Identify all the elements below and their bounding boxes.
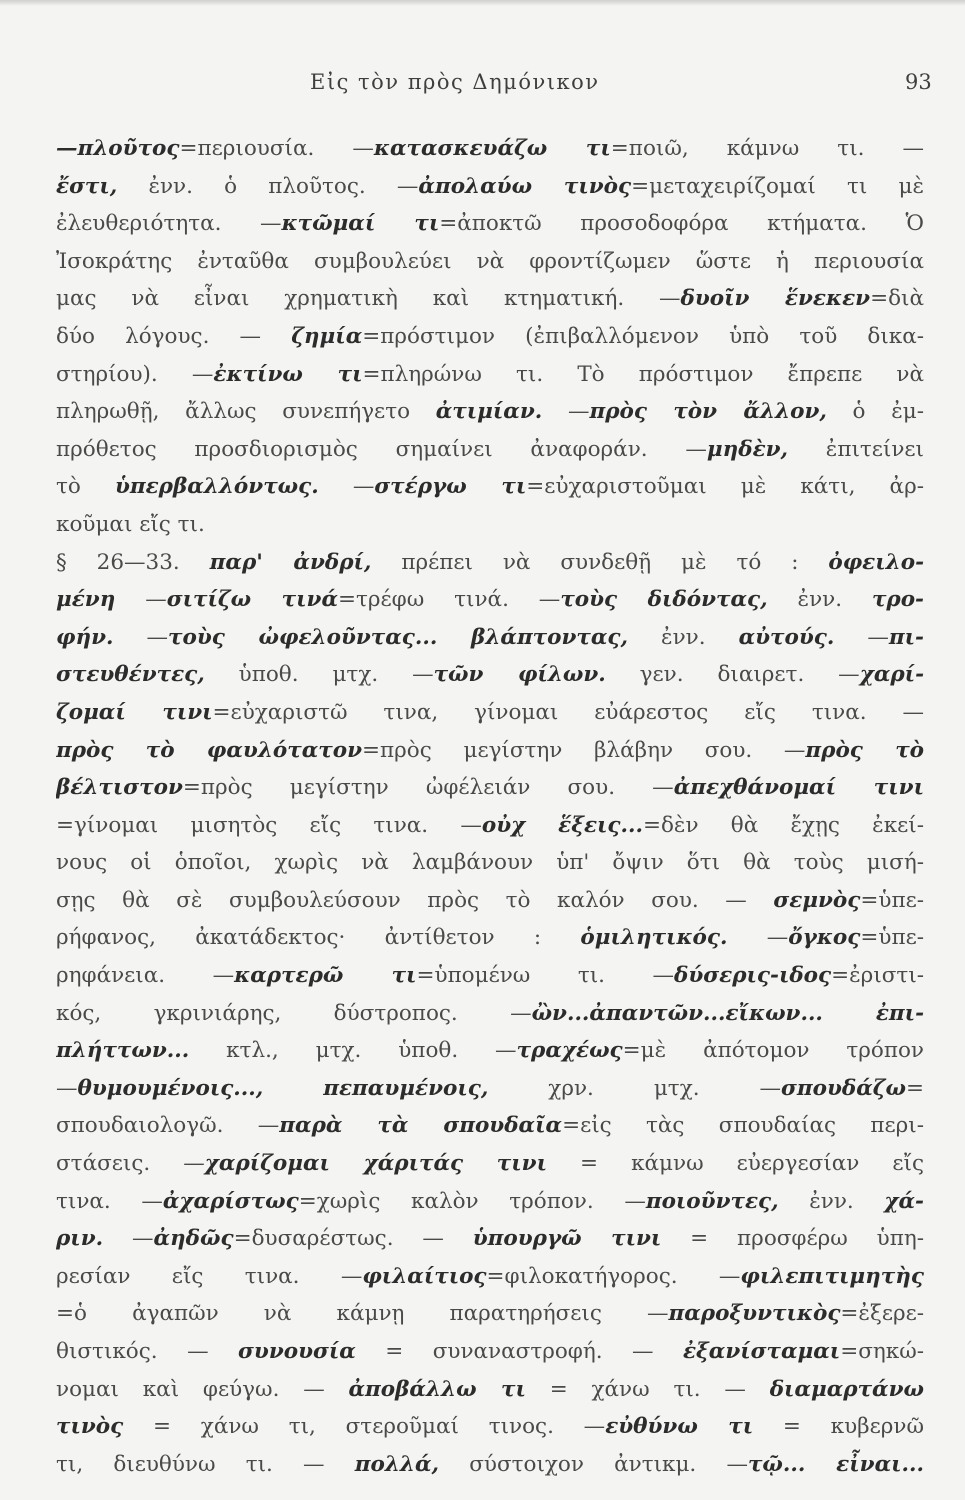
- lemma-term: πρὸς τὸν ἄλλον,: [589, 399, 827, 425]
- gloss-text: =πρὸς μεγίστην βλάβην σου. —: [362, 737, 806, 763]
- lemma-term: τοὺς διδόντας,: [560, 587, 768, 613]
- gloss-text: —: [56, 1075, 78, 1101]
- text-line: [56, 1145, 924, 1183]
- lemma-term: τρο-: [871, 587, 924, 613]
- gloss-text: =περιουσία. —: [179, 136, 374, 161]
- gloss-text: σύστοιχον ἀντικμ. —: [439, 1451, 748, 1477]
- gloss-text: σῃς θὰ σὲ συμβουλεύσουν πρὸς τὸ καλόν σου. —: [56, 887, 774, 913]
- text-line: [56, 393, 924, 431]
- gloss-text: =γίνομαι μισητὸς εἴς τινα. —: [56, 812, 482, 838]
- gloss-text: γεν. διαιρετ. —: [605, 662, 860, 688]
- text-line: [56, 544, 924, 582]
- gloss-text: = κάμνω εὐεργεσίαν εἴς: [546, 1151, 924, 1177]
- gloss-text: [263, 1076, 323, 1101]
- lemma-term: ἔστι,: [56, 173, 118, 199]
- text-line: [56, 807, 924, 845]
- text-line: [56, 468, 924, 506]
- running-title: Εἰς τὸν πρὸς Δημόνικον: [310, 70, 600, 94]
- lemma-term: συνουσία: [238, 1339, 356, 1364]
- gloss-text: =πρόστιμον (ἐπιβαλλόμενον ὑπὸ τοῦ δικα-: [362, 323, 924, 349]
- gloss-text: =πρὸς μεγίστην ὠφέλειάν σου. —: [182, 775, 674, 801]
- text-line: [56, 656, 924, 694]
- gloss-text: =μεταχειρίζομαί τι μὲ: [631, 173, 924, 199]
- gloss-text: = χάνω τι. —: [525, 1376, 770, 1402]
- text-line: [56, 1408, 924, 1446]
- gloss-text: κοῦμαι εἴς τι.: [56, 511, 205, 537]
- gloss-text: =: [905, 1075, 924, 1101]
- gloss-text: ἐνν.: [778, 1188, 885, 1214]
- lemma-term: πρὸς τὸ φαυλότατον: [56, 737, 363, 763]
- lemma-term: ζημία: [291, 323, 363, 349]
- lemma-term: πι-: [888, 624, 924, 650]
- text-line: [56, 318, 924, 356]
- gloss-text: =δυσαρέστως. —: [233, 1226, 473, 1252]
- gloss-text: τὸ: [56, 474, 115, 500]
- gloss-text: —: [727, 925, 789, 951]
- gloss-text: πληρωθῇ, ἄλλως συνεπήγετο: [56, 399, 436, 425]
- gloss-text: =πληρώνω τι. Τὸ πρόστιμον ἔπρεπε νὰ: [362, 361, 924, 387]
- text-line: [56, 694, 924, 732]
- gloss-text: =φιλοκατήγορος. —: [486, 1263, 741, 1289]
- lemma-term: φήν.: [56, 624, 114, 650]
- lemma-term: σεμνὸς: [773, 887, 861, 913]
- commentary-text: [56, 130, 924, 1483]
- gloss-text: —: [318, 474, 375, 500]
- gloss-text: =εἰς τὰς σπουδαίας περι-: [562, 1113, 924, 1139]
- text-line: [56, 844, 924, 882]
- text-line: [56, 130, 924, 168]
- gloss-text: Ἰσοκράτης ἐνταῦθα συμβουλεύει νὰ φροντίζωμεν ὥστε ἡ περιουσία: [56, 248, 924, 274]
- gloss-text: χρν. μτχ. —: [488, 1075, 782, 1101]
- lemma-term: ὑπερβαλλόντως.: [114, 474, 319, 500]
- lemma-term: φιλεπιτιμητὴς: [740, 1263, 924, 1289]
- lemma-term: οὐχ ἕξεις...: [481, 812, 643, 838]
- gloss-text: =εὐχαριστῶ τινα, γίνομαι εὐάρεστος εἴς τινα. —: [212, 699, 924, 725]
- text-line: [56, 957, 924, 995]
- gloss-text: πρέπει νὰ συνδεθῇ μὲ τό :: [371, 549, 829, 575]
- text-line: [56, 1183, 924, 1221]
- lemma-term: πολλά,: [354, 1451, 440, 1477]
- gloss-text: =ἀποκτῶ προσοδοφόρα κτήματα. Ὁ: [439, 211, 924, 237]
- lemma-term: χαρίζομαι χάριτάς τινι: [204, 1151, 547, 1177]
- text-line: [56, 243, 924, 281]
- scan-top-edge: [0, 0, 965, 6]
- gloss-text: =ὁ ἀγαπῶν νὰ κάμνῃ παρατηρήσεις —: [56, 1301, 669, 1327]
- gloss-text: ἐνν.: [767, 587, 872, 613]
- gloss-text: νομαι καὶ φεύγω. —: [56, 1376, 349, 1402]
- gloss-text: θιστικός. —: [56, 1339, 239, 1364]
- gloss-text: ὁ ἐμ-: [826, 399, 924, 425]
- text-line: [56, 919, 924, 957]
- gloss-text: =ἐξερε-: [840, 1301, 924, 1327]
- gloss-text: πρόθετος προσδιορισμὸς σημαίνει ἀναφοράν. —: [56, 436, 707, 462]
- lemma-term: δυοῖν ἕνεκεν: [680, 286, 871, 312]
- lemma-term: πρὸς τὸ: [805, 737, 924, 763]
- text-line: [56, 1446, 924, 1484]
- text-line: [56, 431, 924, 469]
- lemma-term: τῷ... εἶναι...: [747, 1451, 924, 1477]
- gloss-text: =ὑπε-: [860, 925, 924, 951]
- lemma-term: ὀφειλο-: [828, 549, 924, 575]
- text-line: [56, 882, 924, 920]
- gloss-text: ἐνν.: [628, 624, 739, 650]
- text-line: [56, 1220, 924, 1258]
- lemma-term: ἐκτίνω τι: [213, 361, 363, 387]
- gloss-text: —: [103, 1226, 154, 1252]
- text-line: [56, 769, 924, 807]
- gloss-text: στάσεις. —: [56, 1151, 205, 1177]
- gloss-text: δύο λόγους. —: [56, 323, 292, 349]
- lemma-term: παρ' ἀνδρί,: [209, 549, 372, 575]
- gloss-text: ρήφανος, ἀκατάδεκτος· ἀντίθετον :: [56, 925, 581, 951]
- text-line: [56, 356, 924, 394]
- page-number: 93: [905, 70, 932, 94]
- lemma-term: αὐτούς.: [738, 624, 835, 650]
- text-line: [56, 506, 924, 544]
- text-line: [56, 1107, 924, 1145]
- gloss-text: = προσφέρω ὑπη-: [661, 1226, 924, 1252]
- gloss-text: —: [542, 399, 590, 425]
- gloss-text: —: [113, 624, 169, 650]
- gloss-text: =μὲ ἀπότομον τρόπον: [622, 1038, 924, 1064]
- gloss-text: =εὐχαριστοῦμαι μὲ κάτι, ἀρ-: [526, 474, 924, 500]
- gloss-text: ρεσίαν εἴς τινα. —: [56, 1263, 363, 1289]
- lemma-term: πλήττων...: [56, 1038, 190, 1064]
- lemma-term: ἀπολαύω τινὸς: [418, 173, 632, 199]
- lemma-term: σιτίζω τινά: [166, 587, 338, 613]
- lemma-term: βέλτιστον: [56, 775, 183, 801]
- gloss-text: = συναναστροφή. —: [355, 1339, 683, 1364]
- gloss-text: τι, διευθύνω τι. —: [56, 1451, 355, 1477]
- gloss-text: § 26—33.: [56, 549, 210, 575]
- gloss-text: =διὰ: [870, 286, 924, 312]
- lemma-term: ὑπουργῶ τινι: [472, 1226, 662, 1252]
- lemma-term: στέργω τι: [374, 474, 527, 500]
- lemma-term: χαρί-: [859, 662, 924, 688]
- text-line: [56, 732, 924, 770]
- lemma-term: —πλοῦτος: [56, 136, 180, 161]
- gloss-text: ρηφάνεια. —: [56, 963, 235, 989]
- lemma-term: ἐξανίσταμαι: [682, 1339, 841, 1364]
- lemma-term: δύσερις-ιδος: [674, 963, 832, 989]
- lemma-term: διαμαρτάνω: [769, 1376, 924, 1402]
- lemma-term: τινὸς: [56, 1414, 124, 1440]
- lemma-term: κτῶμαί τι: [281, 211, 440, 237]
- gloss-text: κτλ., μτχ. ὑποθ. —: [189, 1038, 517, 1064]
- gloss-text: =χωρὶς καλὸν τρόπον. —: [298, 1188, 646, 1214]
- lemma-term: μένη: [56, 587, 116, 613]
- text-line: [56, 995, 924, 1033]
- gloss-text: =δὲν θὰ ἔχῃς ἐκεί-: [642, 812, 924, 838]
- lemma-term: φιλαίτιος: [362, 1263, 487, 1289]
- lemma-term: μηδὲν,: [706, 436, 789, 462]
- gloss-text: = κυβερνῶ: [753, 1414, 924, 1440]
- lemma-term: θυμουμένοις...,: [77, 1075, 264, 1101]
- gloss-text: = χάνω τι, στεροῦμαί τινος. —: [123, 1414, 606, 1440]
- gloss-text: ἐνν. ὁ πλοῦτος. —: [117, 173, 419, 199]
- gloss-text: νους οἱ ὁποῖοι, χωρὶς νὰ λαμβάνουν ὑπ' ὄψιν ὅτι θὰ τοὺς μισή-: [56, 850, 924, 876]
- gloss-text: ὑποθ. μτχ. —: [204, 662, 434, 688]
- text-line: [56, 1032, 924, 1070]
- lemma-term: εὐθύνω τι: [605, 1414, 754, 1440]
- text-line: [56, 1295, 924, 1333]
- lemma-term: παροξυντικὸς: [668, 1301, 841, 1327]
- lemma-term: πεπαυμένοις,: [323, 1075, 489, 1101]
- lemma-term: ὢν...ἀπαντῶν...εἴκων... ἐπι-: [531, 1000, 924, 1026]
- text-line: [56, 1070, 924, 1108]
- text-line: [56, 1333, 924, 1371]
- lemma-term: χά-: [884, 1188, 924, 1214]
- gloss-text: ἐπιτείνει: [788, 436, 924, 462]
- lemma-term: τῶν φίλων.: [433, 662, 606, 688]
- lemma-term: ριν.: [56, 1226, 104, 1252]
- text-line: [56, 168, 924, 206]
- gloss-text: σπουδαιολογῶ. —: [56, 1113, 280, 1139]
- gloss-text: ἐλευθεριότητα. —: [56, 211, 282, 237]
- gloss-text: —: [834, 624, 889, 650]
- lemma-term: τοὺς ὠφελοῦντας... βλάπτοντας,: [168, 624, 628, 650]
- gloss-text: =ἐριστι-: [831, 963, 924, 989]
- gloss-text: τινα. —: [56, 1188, 163, 1214]
- lemma-term: παρὰ τὰ σπουδαῖα: [279, 1113, 563, 1139]
- lemma-term: ποιοῦντες,: [645, 1188, 779, 1214]
- gloss-text: μας νὰ εἶναι χρηματικὴ καὶ κτηματική. —: [56, 286, 681, 312]
- text-line: [56, 205, 924, 243]
- gloss-text: =σηκώ-: [840, 1339, 924, 1364]
- lemma-term: ἀποβάλλω τι: [348, 1376, 526, 1402]
- lemma-term: σπουδάζω: [781, 1075, 906, 1101]
- lemma-term: ἀχαρίστως: [162, 1188, 299, 1214]
- lemma-term: κατασκευάζω τι: [373, 136, 611, 161]
- gloss-text: στηρίου). —: [56, 361, 214, 387]
- text-line: [56, 619, 924, 657]
- page-header: [0, 64, 965, 100]
- gloss-text: =τρέφω τινά. —: [337, 587, 561, 613]
- text-line: [56, 280, 924, 318]
- lemma-term: τραχέως: [516, 1038, 623, 1064]
- text-line: [56, 1371, 924, 1409]
- gloss-text: —: [115, 587, 167, 613]
- lemma-term: ἀπεχθάνομαί τινι: [673, 775, 924, 801]
- gloss-text: =ὑπε-: [860, 887, 924, 913]
- lemma-term: ὄγκος: [788, 925, 861, 951]
- lemma-term: ὁμιλητικός.: [580, 925, 728, 951]
- lemma-term: καρτερῶ τι: [234, 963, 417, 989]
- text-line: [56, 581, 924, 619]
- lemma-term: ἀηδῶς: [153, 1226, 234, 1252]
- text-line: [56, 1258, 924, 1296]
- gloss-text: =ὑπομένω τι. —: [416, 963, 675, 989]
- gloss-text: κός, γκρινιάρης, δύστροπος. —: [56, 1000, 532, 1026]
- lemma-term: ἀτιμίαν.: [435, 399, 543, 425]
- lemma-term: στευθέντες,: [56, 662, 205, 688]
- gloss-text: =ποιῶ, κάμνω τι. —: [610, 136, 924, 161]
- lemma-term: ζομαί τινι: [56, 699, 213, 725]
